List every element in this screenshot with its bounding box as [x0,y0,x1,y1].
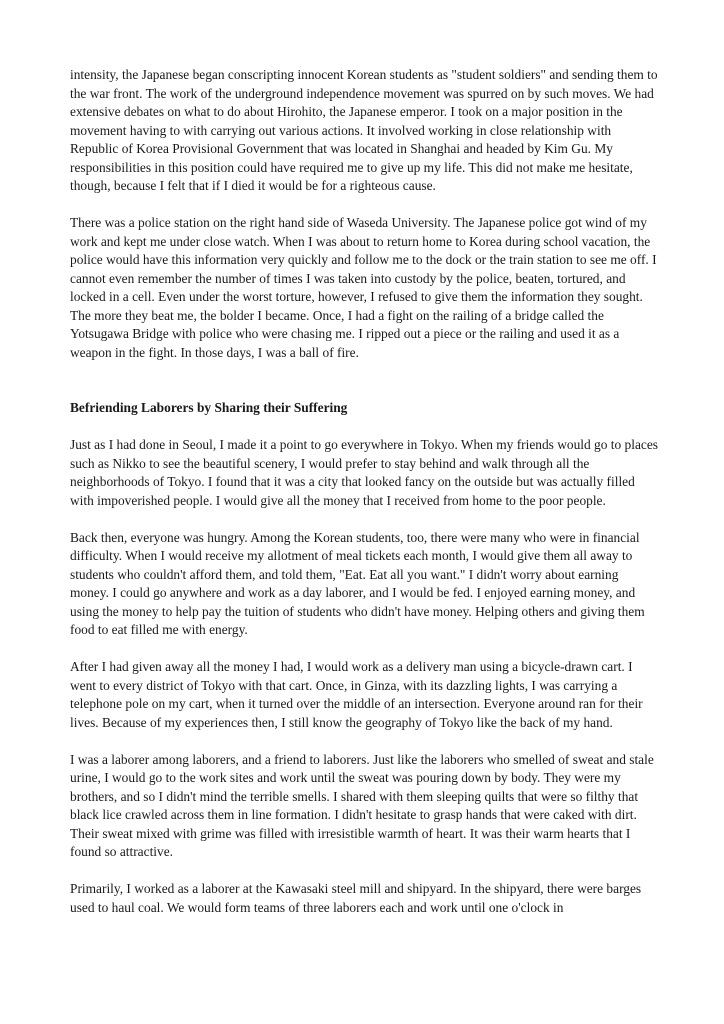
paragraph: Back then, everyone was hungry. Among the Korean students, too, there were many who were in financial difficulty. When I would receive my allotment of meal tickets each month, I would give them all away to students who couldn't afford them, and told them, "Eat. Eat all you want." I didn't worry about earning money. I could go anywhere and work as a day laborer, and I would be fed. I enjoyed earning money, and using the money to help pay the tuition of students who didn't have money. Helping others and giving them food to eat filled me with energy. [70,529,645,637]
paragraph: There was a police station on the right hand side of Waseda University. The Japanese police got wind of my work and kept me under close watch. When I was about to return home to Korea during school vacation, the police would have this information very quickly and follow me to the dock or the train station to see me off. I cannot even remember the number of times I was taken into custody by the police, beaten, tortured, and locked in a cell. Even under the worst torture, however, I refused to give them the information they sought. The more they beat me, the bolder I became. Once, I had a fight on the railing of a bridge called the Yotsugawa Bridge with police who were chasing me. I ripped out a piece or the railing and used it as a weapon in the fight. In those days, I was a ball of fire. [70,215,657,360]
paragraph: Just as I had done in Seoul, I made it a point to go everywhere in Tokyo. When my friends would go to places such as Nikko to see the beautiful scenery, I would prefer to stay behind and walk through all the neighborhoods of Tokyo. I found that it was a city that looked fancy on the outside but was actually filled with impoverished people. I would give all the money that I received from home to the poor people. [70,437,659,508]
paragraph: I was a laborer among laborers, and a friend to laborers. Just like the laborers who smelled of sweat and stale urine, I would go to the work sites and work until the sweat was pouring down by body. They were my brothers, and so I didn't mind the terrible smells. I shared with them sleeping quilts that were so filthy that black lice crawled across them in line formation. I didn't hesitate to grasp hands that were caked with dirt. Their sweat mixed with grime was filled with irresistible warmth of heart. It was their warm hearts that I found so attractive. [70,751,654,859]
document-page [70,66,660,936]
paragraph: intensity, the Japanese began conscripting innocent Korean students as "student soldiers" and sending them to the war front. The work of the underground independence movement was spurred on by such moves. We had extensive debates on what to do about Hirohito, the Japanese emperor. I took on a major position in the movement having to with carrying out various actions. It involved working in close relationship with Republic of Korea Provisional Government that was located in Shanghai and headed by Kim Gu. My responsibilities in this position could have required me to give up my life. This did not make me hesitate, though, because I felt that if I died it would be for a righteous cause. [70,67,658,193]
section-heading: Befriending Laborers by Sharing their Suffering [70,400,348,415]
paragraph: Primarily, I worked as a laborer at the Kawasaki steel mill and shipyard. In the shipyard, there were barges used to haul coal. We would form teams of three laborers each and work until one o'clock in [70,881,642,915]
paragraph: After I had given away all the money I had, I would work as a delivery man using a bicycle-drawn cart. I went to every district of Tokyo with that cart. Once, in Ginza, with its dazzling lights, I was carrying a telephone pole on my cart, when it turned over the middle of an intersection. Everyone around ran for their lives. Because of my experiences then, I still know the geography of Tokyo like the back of my hand. [70,659,643,730]
